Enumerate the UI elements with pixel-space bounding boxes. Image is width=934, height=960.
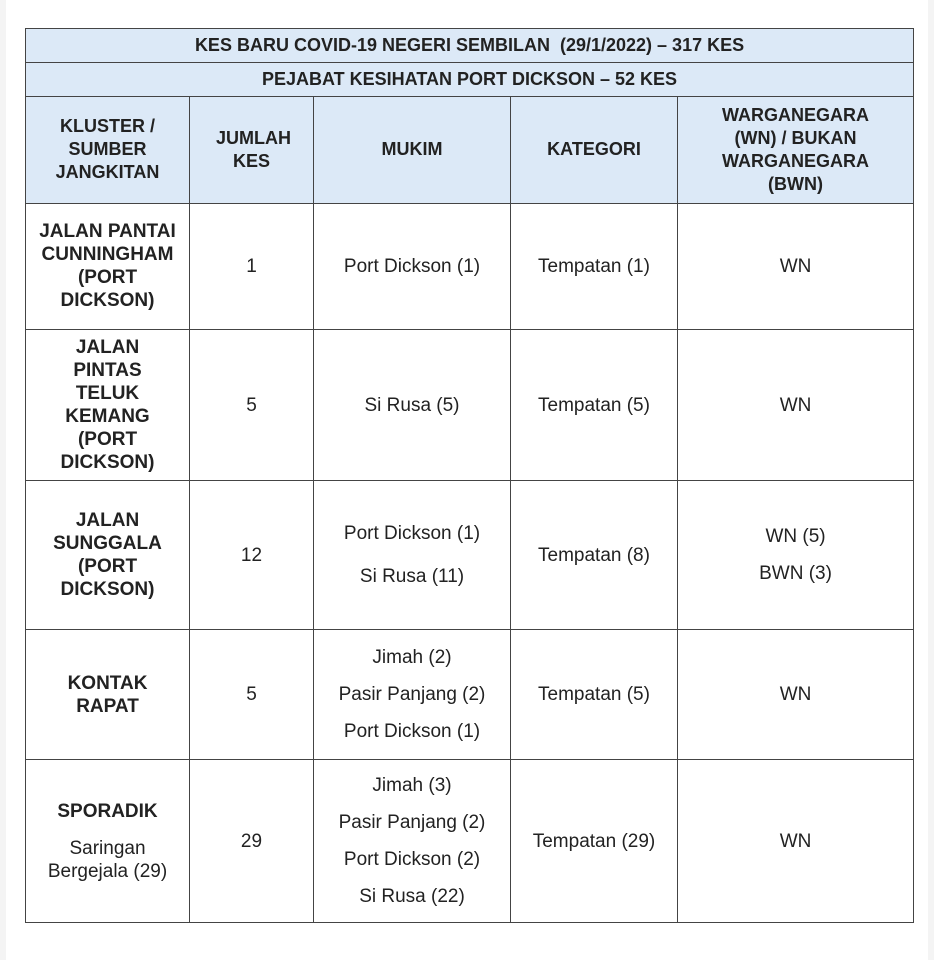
citizenship-cell — [678, 481, 914, 629]
citizenship-item: BWN (3) — [759, 563, 832, 585]
citizenship-cell — [678, 329, 914, 481]
header-count: JUMLAH KES — [190, 97, 314, 203]
mukim-item: Si Rusa (5) — [364, 394, 460, 416]
mukim-item: Port Dickson (1) — [343, 721, 481, 743]
cluster-cell — [26, 760, 190, 923]
header-category: KATEGORI — [511, 97, 678, 203]
category-cell: Tempatan (1) — [511, 203, 678, 329]
mukim-item: Jimah (3) — [372, 775, 452, 797]
citizenship-item: WN — [779, 684, 812, 706]
mukim-cell — [314, 329, 511, 481]
header-citizenship: WARGANEGARA (WN) / BUKAN WARGANEGARA (BWN) — [678, 97, 914, 203]
category-cell: Tempatan (5) — [511, 629, 678, 759]
table-title: KES BARU COVID-19 NEGERI SEMBILAN (29/1/2022) – 317 KES — [26, 29, 914, 63]
citizenship-item: WN (5) — [765, 526, 826, 548]
citizenship-item: WN — [779, 394, 812, 416]
table-row — [26, 329, 914, 481]
category-cell: Tempatan (29) — [511, 760, 678, 923]
count-cell: 5 — [190, 329, 314, 481]
count-cell: 1 — [190, 203, 314, 329]
citizenship-item: WN — [779, 255, 812, 277]
header-mukim: MUKIM — [314, 97, 511, 203]
header-cluster: KLUSTER / SUMBER JANGKITAN — [26, 97, 190, 203]
table-row — [26, 629, 914, 759]
subtitle-row — [26, 63, 914, 97]
category-cell: Tempatan (5) — [511, 329, 678, 481]
mukim-cell — [314, 203, 511, 329]
table-row — [26, 481, 914, 629]
mukim-cell — [314, 481, 511, 629]
cluster-cell: JALAN PINTAS TELUK KEMANG (PORT DICKSON) — [26, 329, 190, 481]
covid-case-table — [25, 28, 914, 923]
count-cell: 29 — [190, 760, 314, 923]
title-row — [26, 29, 914, 63]
table-row — [26, 760, 914, 923]
cluster-cell: KONTAK RAPAT — [26, 629, 190, 759]
mukim-cell — [314, 760, 511, 923]
mukim-item: Port Dickson (1) — [343, 523, 481, 545]
citizenship-cell — [678, 203, 914, 329]
category-cell: Tempatan (8) — [511, 481, 678, 629]
mukim-item: Pasir Panjang (2) — [338, 684, 486, 706]
left-margin — [0, 0, 6, 960]
mukim-item: Si Rusa (11) — [359, 566, 465, 588]
right-margin — [928, 0, 934, 960]
mukim-item: Port Dickson (1) — [343, 255, 481, 277]
mukim-item: Jimah (2) — [372, 647, 452, 669]
mukim-cell — [314, 629, 511, 759]
mukim-item: Pasir Panjang (2) — [338, 812, 486, 834]
citizenship-cell — [678, 629, 914, 759]
count-cell: 5 — [190, 629, 314, 759]
citizenship-cell — [678, 760, 914, 923]
cluster-label: SPORADIK — [57, 800, 158, 822]
cluster-cell: JALAN SUNGGALA (PORT DICKSON) — [26, 481, 190, 629]
cluster-cell: JALAN PANTAI CUNNINGHAM (PORT DICKSON) — [26, 203, 190, 329]
cluster-sub-label: Saringan Bergejala (29) — [47, 837, 168, 882]
count-cell: 12 — [190, 481, 314, 629]
mukim-item: Si Rusa (22) — [359, 886, 465, 908]
mukim-item: Port Dickson (2) — [343, 849, 481, 871]
table-row — [26, 203, 914, 329]
header-row — [26, 97, 914, 203]
citizenship-item: WN — [779, 830, 812, 852]
table-subtitle: PEJABAT KESIHATAN PORT DICKSON – 52 KES — [26, 63, 914, 97]
